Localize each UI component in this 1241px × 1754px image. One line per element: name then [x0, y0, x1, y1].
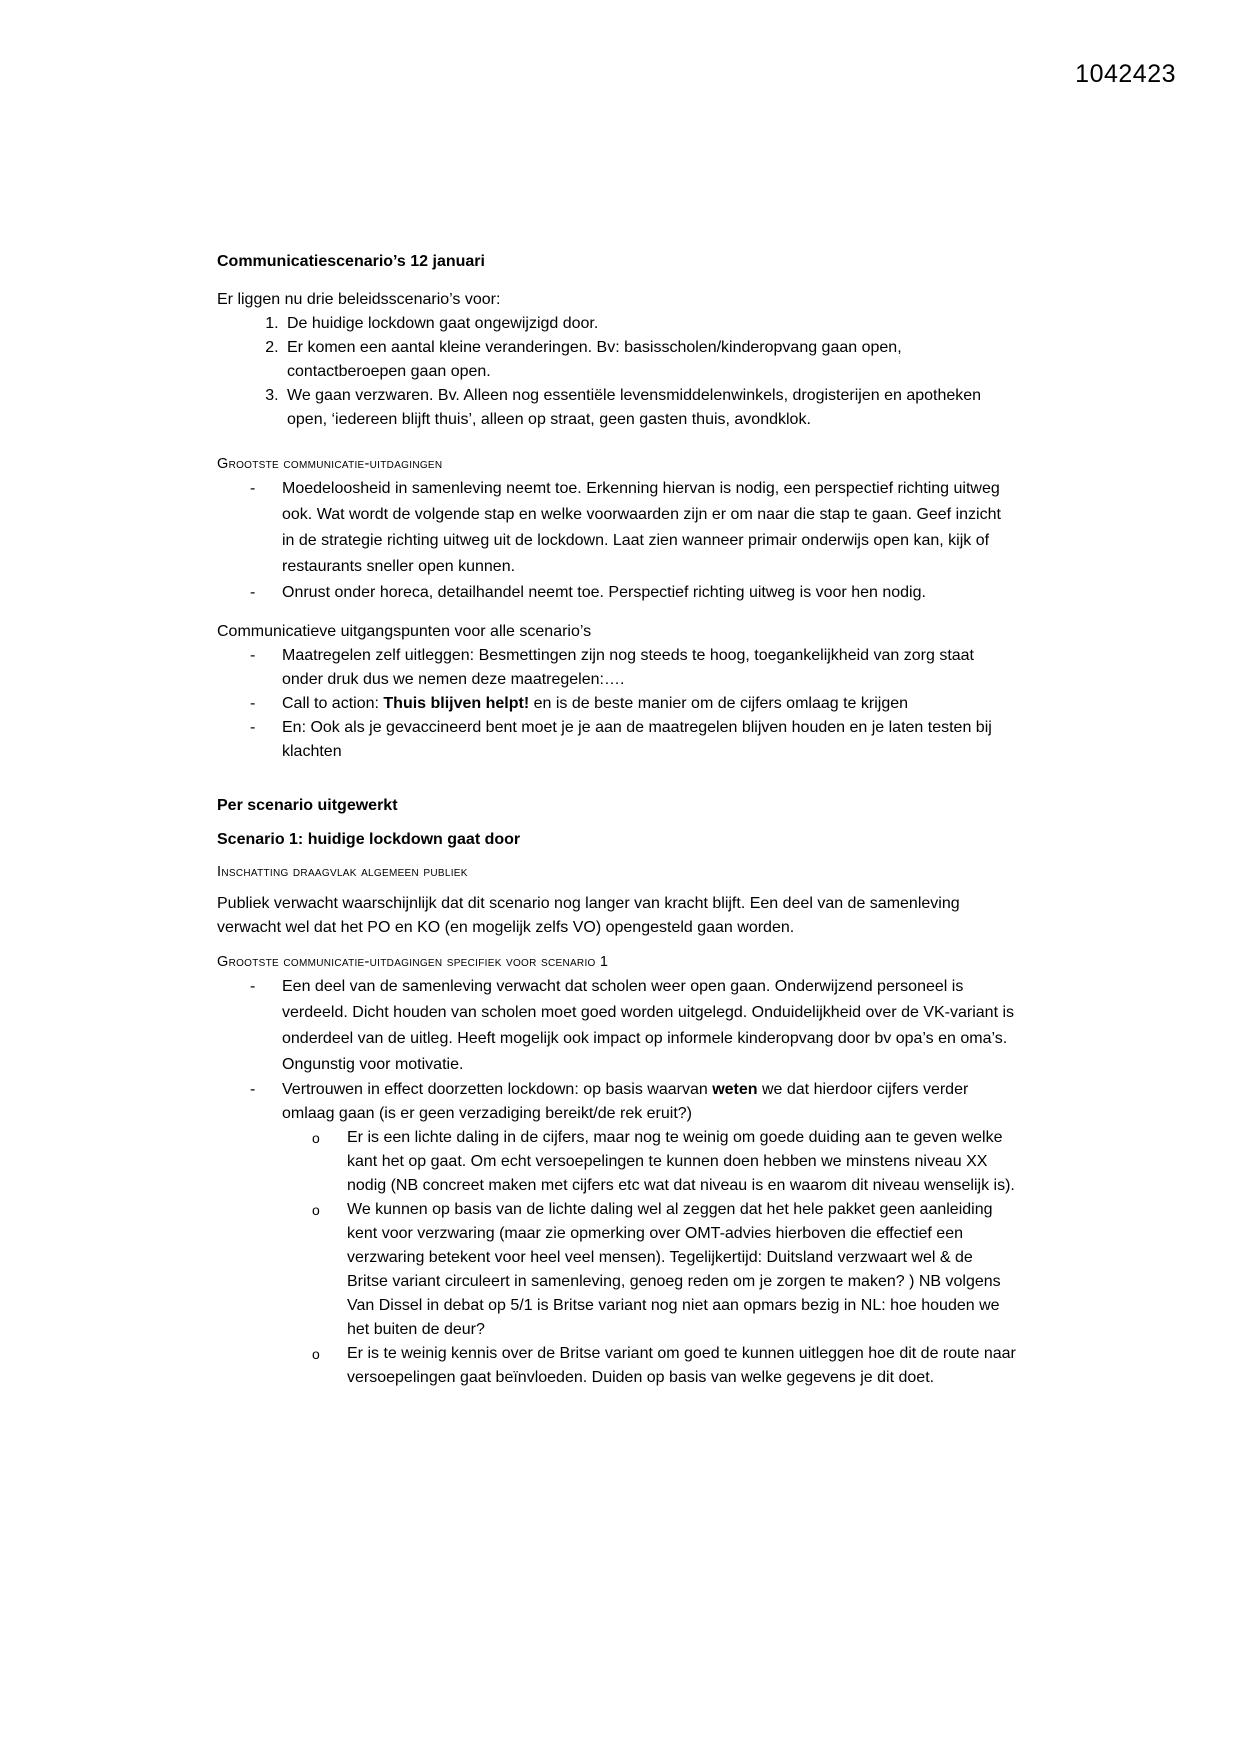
sub-item: o We kunnen op basis van de lichte daling wel al zeggen dat het hele pakket geen aanleiding kent voor verzwaring (maar zie opmerking over OMT-advies hierboven die effectief een verzwaring betekent voor heel veel mensen). Tegelijkertijd: Duitsland verzwaart wel & de Britse variant circuleert in samenleving, genoeg reden om je zorgen te maken? ) NB volgens Van Dissel in debat op 5/1 is Britse variant nog niet aan opmars bezig in NL: hoe houden we het buiten de deur?	[282, 1198, 1017, 1342]
document-body	[217, 250, 1017, 1390]
principle-text: Call to action:	[282, 695, 384, 712]
scenario1-subitems	[282, 1126, 1017, 1390]
scenario1-challenges-heading: Grootste communicatie-uitdagingen specifiek voor scenario 1	[217, 954, 609, 970]
principles-list	[217, 644, 1017, 764]
principle-emphasis: Thuis blijven helpt!	[383, 695, 530, 712]
per-scenario-heading: Per scenario uitgewerkt	[217, 797, 398, 814]
principle-item: - En: Ook als je gevaccineerd bent moet je je aan de maatregelen blijven houden en je laten testen bij klachten	[217, 716, 1017, 764]
principle-item	[217, 692, 1017, 716]
document-title: Communicatiescenario’s 12 januari	[217, 253, 485, 270]
principles-heading: Communicatieve uitgangspunten voor alle scenario’s	[217, 623, 592, 640]
challenge-emphasis: weten	[712, 1081, 758, 1098]
challenges-heading: Grootste communicatie-uitdagingen	[217, 456, 443, 472]
support-heading: Inschatting draagvlak algemeen publiek	[217, 864, 468, 880]
principle-item: - Maatregelen zelf uitleggen: Besmettingen zijn nog steeds te hoog, toegankelijkheid van zorg staat onder druk dus we nemen deze maatregelen:….	[217, 644, 1017, 692]
scenario1-challenges-list	[217, 974, 1017, 1390]
challenge-text: we dat hierdoor cijfers verder omlaag gaan (is er geen verzadiging bereikt/de rek eruit?)	[282, 1081, 969, 1122]
challenges-list	[217, 476, 1017, 606]
scenario1-challenge-item: - Een deel van de samenleving verwacht dat scholen weer open gaan. Onderwijzend personeel is verdeeld. Dicht houden van scholen moet goed worden uitgelegd. Onduidelijkheid over de VK-variant is onderdeel van de uitleg. Heeft mogelijk ook impact op informele kinderopvang door bv opa’s en oma’s. Ongunstig voor motivatie.	[217, 974, 1017, 1078]
scenario1-challenge-item	[217, 1078, 1017, 1390]
challenge-item: - Moedeloosheid in samenleving neemt toe. Erkenning hiervan is nodig, een perspectief richting uitweg ook. Wat wordt de volgende stap en welke voorwaarden zijn er om naar die stap te gaan. Geef inzicht in de strategie richting uitweg uit de lockdown. Laat zien wanneer primair onderwijs open kan, kijk of restaurants sneller open kunnen.	[217, 476, 1017, 580]
scenario-item: 3. We gaan verzwaren. Bv. Alleen nog essentiële levensmiddelenwinkels, drogisterijen en apotheken open, ‘iedereen blijft thuis’, alleen op straat, geen gasten thuis, avondklok.	[283, 384, 1017, 432]
challenge-text: Vertrouwen in effect doorzetten lockdown: op basis waarvan	[282, 1081, 713, 1098]
scenario-item: 1. De huidige lockdown gaat ongewijzigd door.	[283, 312, 1017, 336]
sub-item: o Er is een lichte daling in de cijfers, maar nog te weinig om goede duiding aan te geven welke kant het op gaat. Om echt versoepelingen te kunnen doen hebben we minstens niveau XX nodig (NB concreet maken met cijfers etc wat dat niveau is en waarom dit niveau wenselijk is).	[282, 1126, 1017, 1198]
document-id: 1042423	[1075, 60, 1176, 88]
scenario-list	[217, 312, 1017, 432]
scenario1-heading: Scenario 1: huidige lockdown gaat door	[217, 831, 521, 848]
sub-item: o Er is te weinig kennis over de Britse variant om goed te kunnen uitleggen hoe dit de route naar versoepelingen gaat beïnvloeden. Duiden op basis van welke gegevens je dit doet.	[282, 1342, 1017, 1390]
principle-text: en is de beste manier om de cijfers omlaag te krijgen	[529, 695, 909, 712]
support-text: Publiek verwacht waarschijnlijk dat dit scenario nog langer van kracht blijft. Een deel van de samenleving verwacht wel dat het PO en KO (en mogelijk zelfs VO) opengesteld gaan worden.	[217, 895, 960, 936]
scenario-item: 2. Er komen een aantal kleine veranderingen. Bv: basisscholen/kinderopvang gaan open, contactberoepen gaan open.	[283, 336, 1017, 384]
challenge-item: - Onrust onder horeca, detailhandel neemt toe. Perspectief richting uitweg is voor hen nodig.	[217, 580, 1017, 606]
intro-text: Er liggen nu drie beleidsscenario’s voor:	[217, 291, 501, 308]
